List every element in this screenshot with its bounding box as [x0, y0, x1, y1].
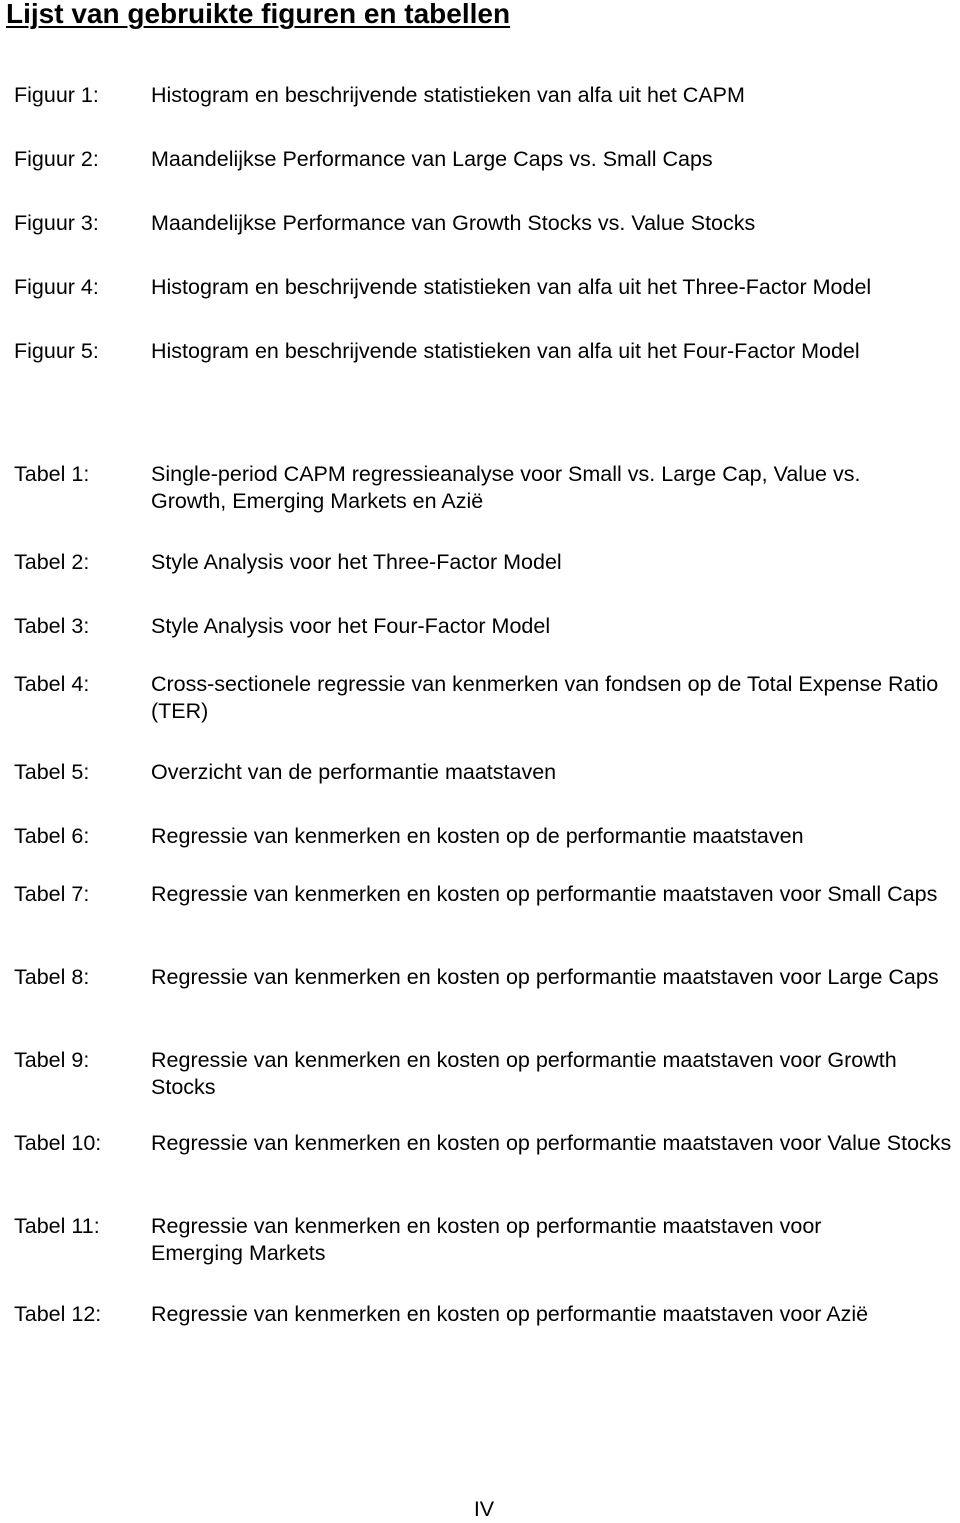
table-description: Regressie van kenmerken en kosten op performantie maatstaven voor Growth Stocks	[151, 1048, 897, 1099]
figure-description: Histogram en beschrijvende statistieken van alfa uit het Three-Factor Model	[151, 275, 872, 299]
table-description: Single-period CAPM regressieanalyse voor Small vs. Large Cap, Value vs. Growth, Emerging Markets en Azië	[151, 462, 861, 513]
table-description: Cross-sectionele regressie van kenmerken van fondsen op de Total Expense Ratio (TER)	[151, 672, 939, 723]
table-label: Tabel 2:	[14, 550, 90, 574]
table-description: Overzicht van de performantie maatstaven	[151, 760, 557, 784]
table-description: Regressie van kenmerken en kosten op performantie maatstaven voor Azië	[151, 1302, 869, 1326]
table-label: Tabel 10:	[14, 1131, 102, 1155]
table-description: Style Analysis voor het Three-Factor Model	[151, 550, 562, 574]
table-description: Regressie van kenmerken en kosten op performantie maatstaven voor Value Stocks	[151, 1131, 952, 1155]
table-label: Tabel 7:	[14, 882, 90, 906]
figure-description: Maandelijkse Performance van Large Caps vs. Small Caps	[151, 147, 713, 171]
table-label: Tabel 5:	[14, 760, 90, 784]
table-description: Regressie van kenmerken en kosten op de performantie maatstaven	[151, 824, 804, 848]
table-description: Regressie van kenmerken en kosten op performantie maatstaven voor Large Caps	[151, 965, 939, 989]
table-description: Regressie van kenmerken en kosten op performantie maatstaven voor Small Caps	[151, 882, 938, 906]
table-label: Tabel 4:	[14, 672, 90, 696]
table-description: Style Analysis voor het Four-Factor Model	[151, 614, 551, 638]
table-label: Tabel 3:	[14, 614, 90, 638]
table-label: Tabel 11:	[14, 1214, 100, 1238]
table-label: Tabel 6:	[14, 824, 90, 848]
figure-label: Figuur 4:	[14, 275, 99, 299]
figure-label: Figuur 2:	[14, 147, 99, 171]
table-label: Tabel 1:	[14, 462, 90, 486]
table-label: Tabel 12:	[14, 1302, 102, 1326]
figure-label: Figuur 5:	[14, 339, 99, 363]
page-number: IV	[473, 1497, 495, 1521]
figure-description: Maandelijkse Performance van Growth Stocks vs. Value Stocks	[151, 211, 756, 235]
table-label: Tabel 8:	[14, 965, 90, 989]
table-description: Regressie van kenmerken en kosten op performantie maatstaven voor Emerging Markets	[151, 1214, 822, 1265]
figure-label: Figuur 3:	[14, 211, 99, 235]
figure-description: Histogram en beschrijvende statistieken van alfa uit het Four-Factor Model	[151, 339, 860, 363]
table-label: Tabel 9:	[14, 1048, 90, 1072]
figure-label: Figuur 1:	[14, 83, 99, 107]
figure-description: Histogram en beschrijvende statistieken van alfa uit het CAPM	[151, 83, 745, 107]
page-title: Lijst van gebruikte figuren en tabellen	[6, 0, 511, 29]
